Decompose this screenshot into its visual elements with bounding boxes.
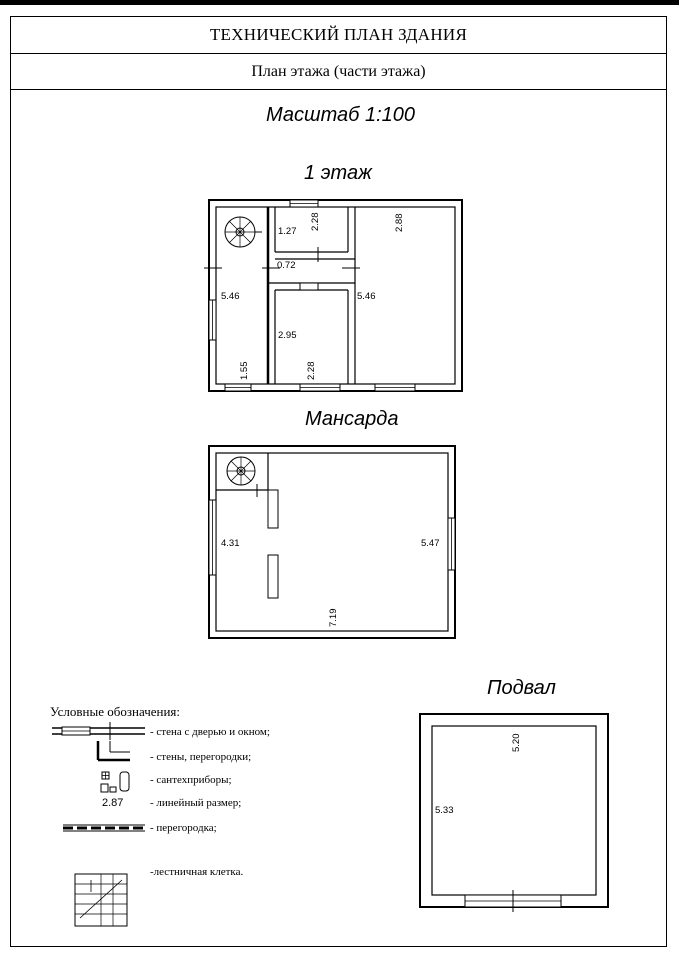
legend-item-walls: - стены, перегородки; xyxy=(150,751,252,763)
legend-item-wall-door-window: - стена с дверью и окном; xyxy=(150,726,270,738)
legend-item-linear-dimension: - линейный размер; xyxy=(150,797,242,809)
document-subtitle: План этажа (части этажа) xyxy=(10,54,667,90)
dim-label: 2.88 xyxy=(394,213,405,232)
dim-label: 4.31 xyxy=(221,538,240,549)
dim-label: 5.33 xyxy=(435,805,454,816)
dim-label: 2.95 xyxy=(278,330,297,341)
dim-label: 1.27 xyxy=(278,226,297,237)
dim-label: 5.46 xyxy=(357,291,376,302)
dim-label: 2.28 xyxy=(306,361,317,380)
dim-label: 7.19 xyxy=(328,608,339,627)
first-floor-label: 1 этаж xyxy=(304,162,372,184)
dim-label: 0.72 xyxy=(277,260,296,271)
dim-label: 1.55 xyxy=(239,361,250,380)
legend-title: Условные обозначения: xyxy=(50,704,181,719)
legend-dimension-sample: 2.87 xyxy=(102,797,124,809)
dim-label: 5.47 xyxy=(421,538,440,549)
document-title: ТЕХНИЧЕСКИЙ ПЛАН ЗДАНИЯ xyxy=(10,16,667,54)
legend-item-stairwell: -лестничная клетка. xyxy=(150,866,244,878)
legend-item-partition: - перегородка; xyxy=(150,822,217,834)
basement-label: Подвал xyxy=(487,677,556,699)
dim-label: 2.28 xyxy=(310,212,321,231)
legend-item-sanitary: - сантехприборы; xyxy=(150,774,232,786)
legend-symbols xyxy=(52,722,145,926)
attic-dimensions xyxy=(221,538,440,627)
basement-dimensions xyxy=(435,734,522,817)
attic-label: Мансарда xyxy=(305,408,399,430)
scale-label: Масштаб 1:100 xyxy=(266,104,416,126)
first-floor-dimensions xyxy=(221,213,405,381)
dim-label: 5.46 xyxy=(221,291,240,302)
dim-label: 5.20 xyxy=(511,733,522,752)
